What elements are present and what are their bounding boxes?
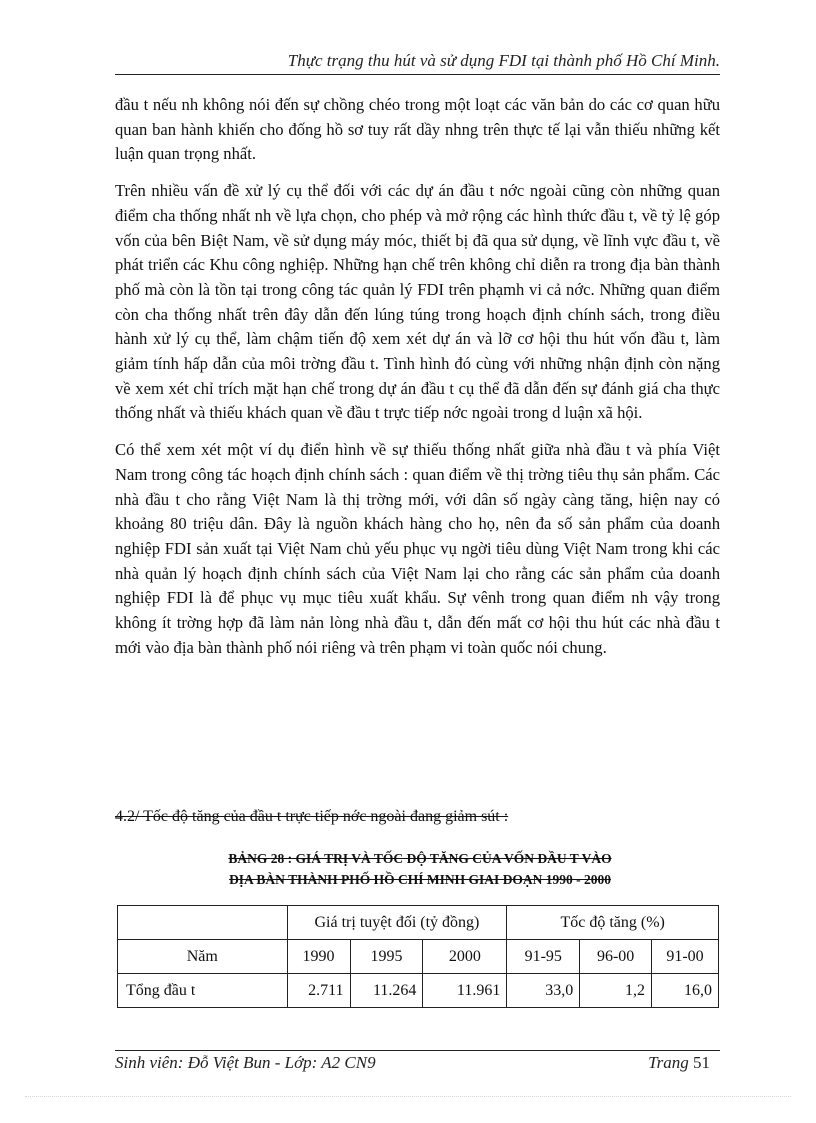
body-text [115,93,720,672]
footer-rule [115,1050,720,1051]
table-cell: 11.264 [350,974,423,1008]
year-label: Năm [118,940,288,974]
header-title: Thực trạng thu hút và sử dụng FDI tại thành phố Hồ Chí Minh. [287,51,720,70]
table-cell: 16,0 [652,974,719,1008]
paragraph: Trên nhiều vấn đề xử lý cụ thể đối với các dự án đầu t nớc ngoài cũng còn những quan điểm cha thống nhất nh về lựa chọn, cho phép và mở rộng các hình thức đầu t, về tỷ lệ góp vốn của bên Biệt Nam, về sử dụng máy móc, thiết bị đã qua sử dụng, về lĩnh vực đầu t, về phát triển các Khu công nghiệp. Những hạn chế trên không chỉ diễn ra trong địa bàn thành phố mà còn là tồn tại trong công tác quản lý FDI trên phạmh vi cả nớc. Những quan điểm còn cha thống nhất trên đây dẫn đến lúng túng trong hoạch định chính sách, trong điều hành xử lý cụ thể, làm chậm tiến độ xem xét dự án và lỡ cơ hội thu hút vốn đầu t, làm giảm tính hấp dẫn của môi trờng đầu t. Tình hình đó cùng với những nhận định còn nặng về xem xét chỉ trích mặt hạn chế trong dự án đầu t cụ thể đã dẫn đến sự đánh giá cha thực thống nhất và thiếu khách quan về đầu t trực tiếp nớc ngoài trong d luận xã hội. [115,181,720,423]
column-header: 1990 [287,940,350,974]
column-header: 91-00 [652,940,719,974]
page-number-block [600,1053,710,1073]
column-group-growth: Tốc độ tăng (%) [507,906,719,940]
table-row [118,974,719,1008]
column-header: 96-00 [580,940,652,974]
column-header: 91-95 [507,940,580,974]
page-number: 51 [693,1053,710,1072]
table-cell: 1,2 [580,974,652,1008]
column-header: 1995 [350,940,423,974]
page-label: Trang [648,1053,689,1072]
table-empty-cell [118,906,288,940]
paragraph: Có thể xem xét một ví dụ điển hình về sự thiếu thống nhất giữa nhà đầu t và phía Việt Nam trong công tác hoạch định chính sách : quan điểm về thị trờng tiêu thụ sản phẩm. Các nhà đầu t cho rằng Việt Nam là thị trờng mới, với dân số ngày càng tăng, hiện nay có khoảng 80 triệu dân. Đây là nguồn khách hàng cho họ, nên đa số sản phẩm của doanh nghiệp FDI sản xuất tại Việt Nam chủ yếu phục vụ ngời tiêu dùng Việt Nam trong khi các nhà quản lý hoạch định chính sách của Việt Nam lại cho rằng các sản phẩm của doanh nghiệp FDI là để phục vụ mục tiêu xuất khẩu. Sự vênh trong quan điểm nh vậy trong không ít trờng hợp đã làm nản lòng nhà đầu t, dẫn đến mất cơ hội thu hút các nhà đầu t mới vào địa bàn thành phố nói riêng và trên phạm vi toàn quốc nói chung. [115,440,720,657]
row-label: Tổng đầu t [118,974,288,1008]
section-heading: 4.2/ Tốc độ tăng của đầu t trực tiếp nớc ngoài đang giảm sút : [115,808,509,825]
table-year-row [118,940,719,974]
paragraph: đầu t nếu nh không nói đến sự chồng chéo trong một loạt các văn bản do các cơ quan hữu quan ban hành khiến cho đống hồ sơ tuy rất dầy nhng trên thực tế lại vẫn thiếu những kết luận quan trọng nhất. [115,95,720,164]
footer-student-info: Sinh viên: Đỗ Việt Bun - Lớp: A2 CN9 [115,1053,376,1072]
column-header: 2000 [423,940,507,974]
table-title-line-1: BẢNG 28 : GIÁ TRỊ VÀ TỐC ĐỘ TĂNG CỦA VỐN ĐẦU T VÀO [228,851,612,866]
table-header-row [118,906,719,940]
table-title-line-2: ĐỊA BÀN THÀNH PHỐ HỒ CHÍ MINH GIAI ĐOẠN 1990 - 2000 [229,872,611,887]
data-table [117,905,719,1008]
column-group-absolute: Giá trị tuyệt đối (tỷ đồng) [287,906,507,940]
page-edge-divider [25,1096,791,1097]
table-title [160,848,680,890]
running-header [115,48,720,75]
table-cell: 2.711 [287,974,350,1008]
table-cell: 11.961 [423,974,507,1008]
table-cell: 33,0 [507,974,580,1008]
